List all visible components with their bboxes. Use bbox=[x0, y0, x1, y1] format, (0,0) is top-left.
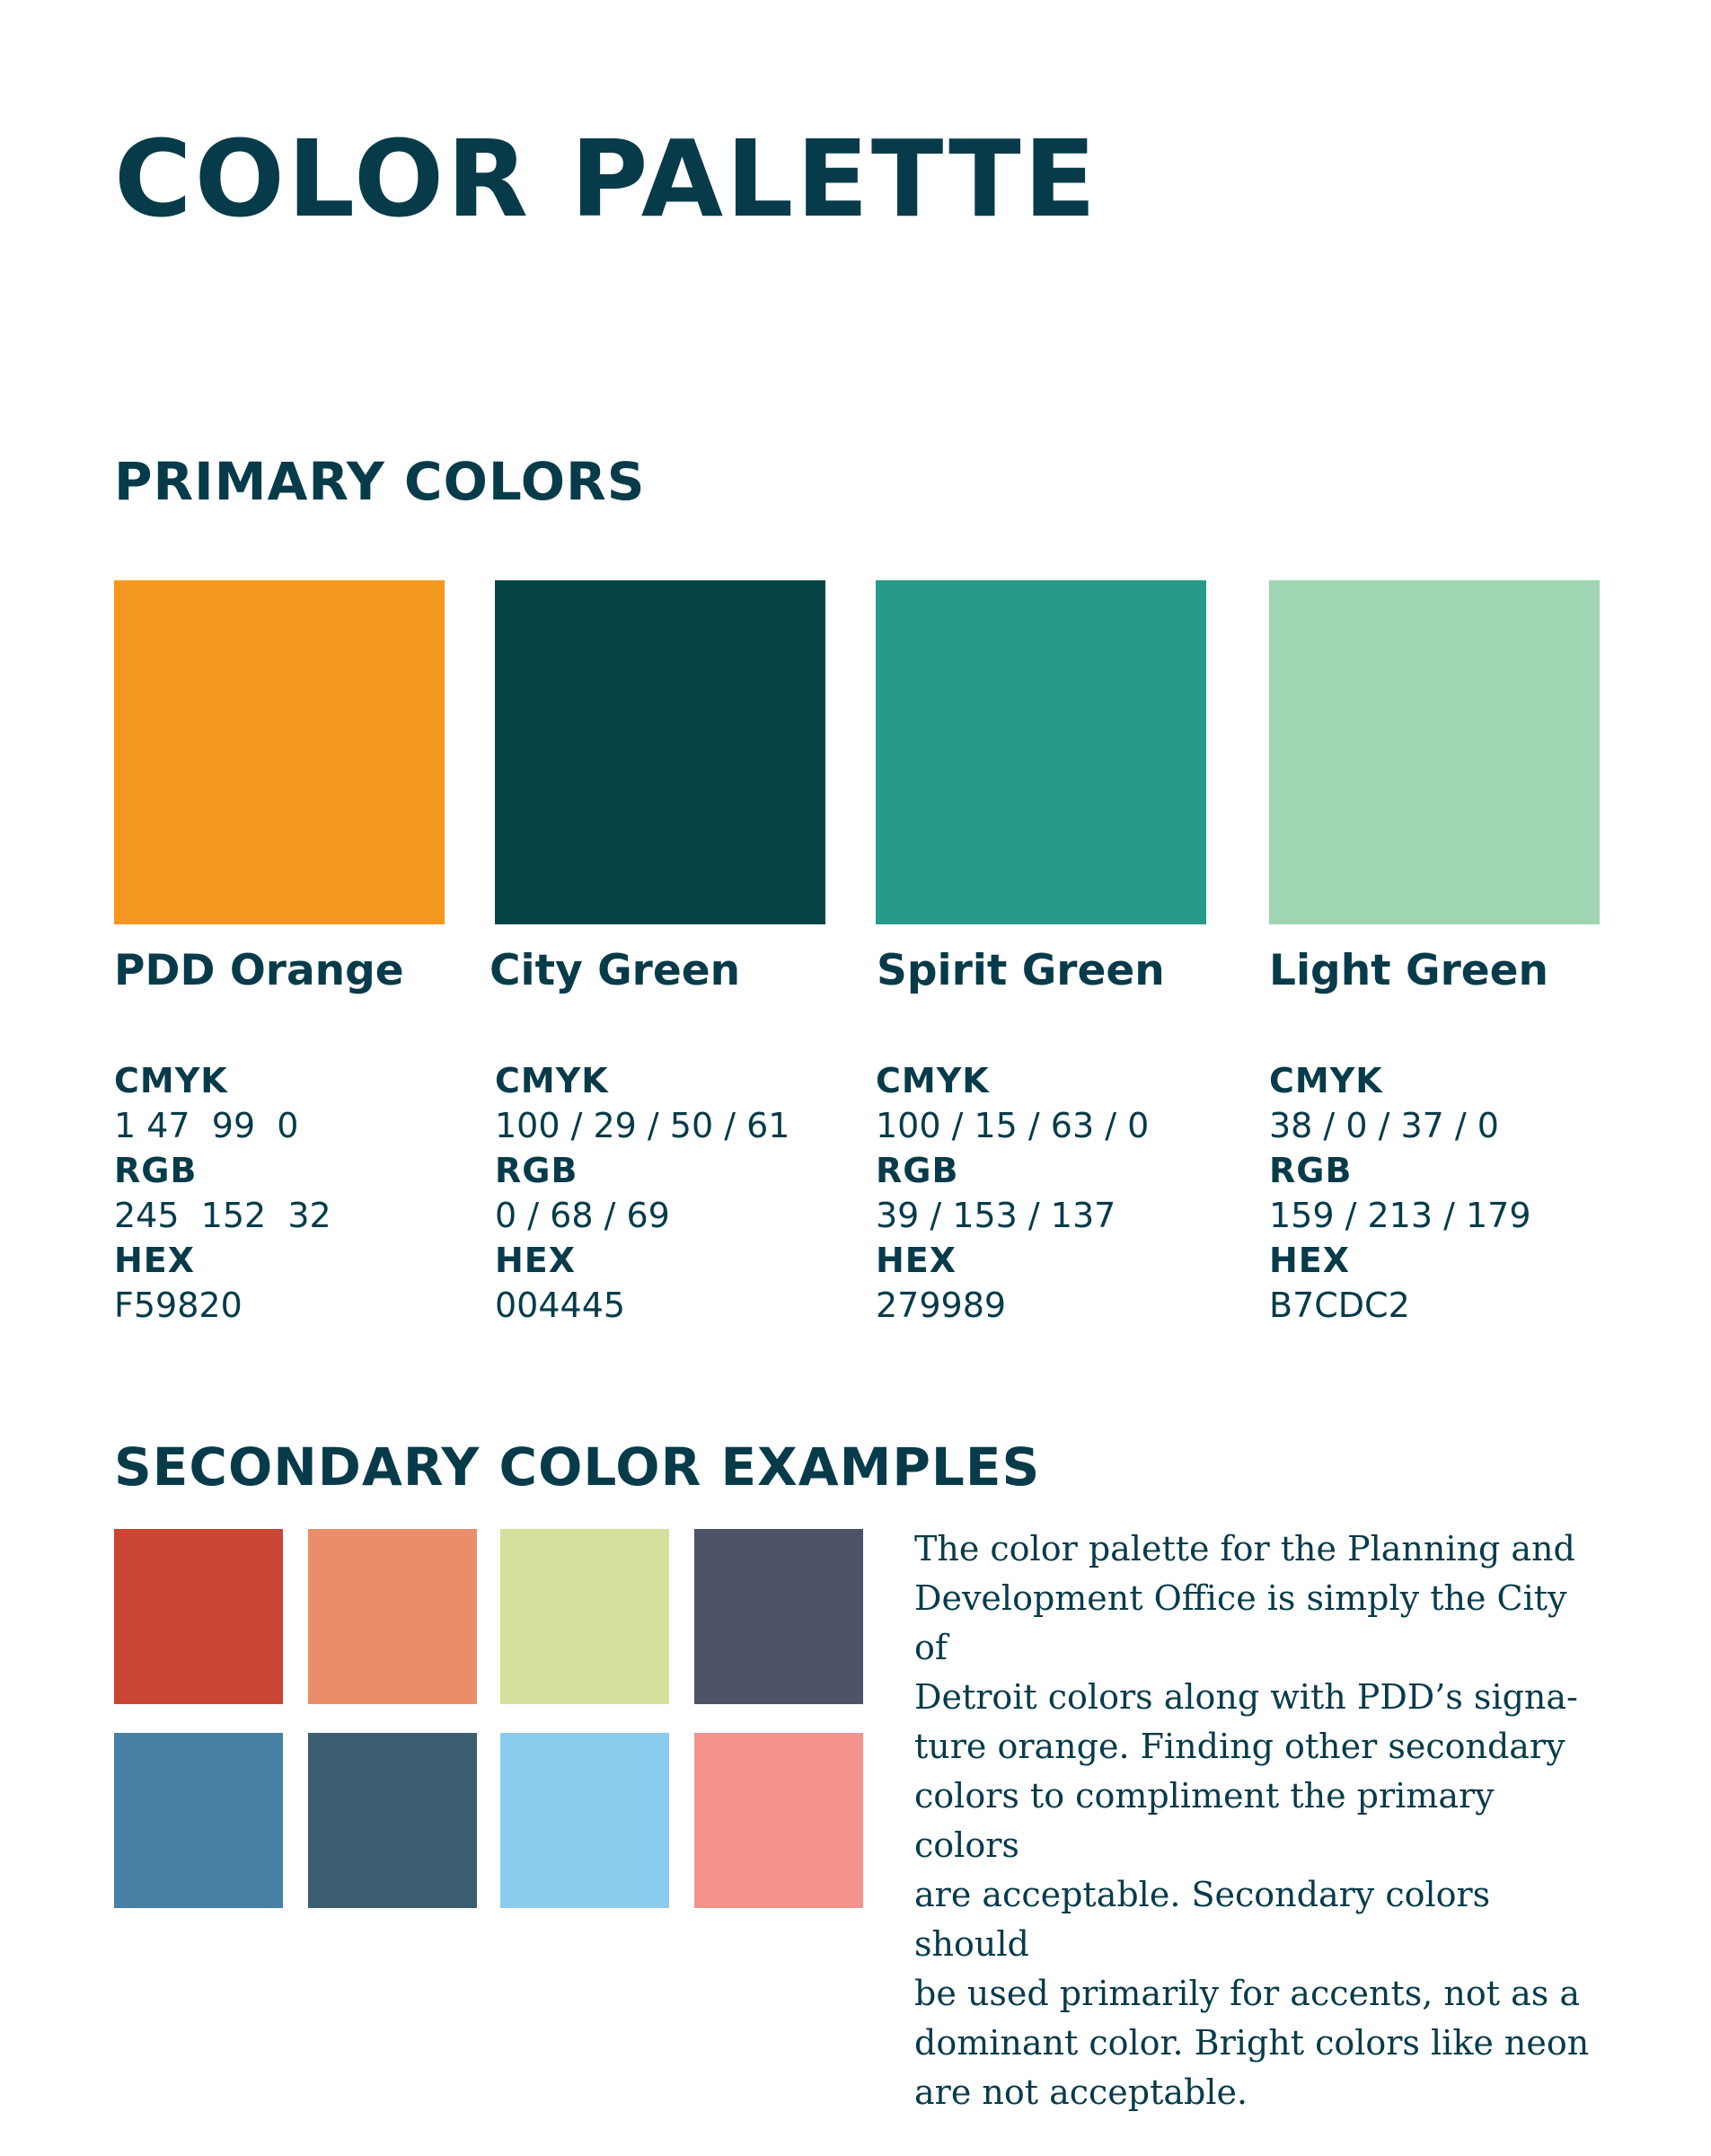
rgb-label: RGB bbox=[876, 1151, 959, 1190]
secondary-swatch bbox=[114, 1529, 283, 1704]
secondary-swatch bbox=[500, 1733, 669, 1908]
cmyk-value: 100 / 29 / 50 / 61 bbox=[495, 1106, 790, 1145]
swatch-light-green bbox=[1269, 580, 1600, 924]
page-title: COLOR PALETTE bbox=[114, 117, 1099, 241]
rgb-value: 245 152 32 bbox=[114, 1196, 331, 1235]
color-spec-pdd-orange bbox=[114, 1058, 473, 1328]
primary-colors-heading: PRIMARY COLORS bbox=[114, 451, 646, 512]
cmyk-label: CMYK bbox=[1269, 1061, 1383, 1100]
palette-description: The color palette for the Planning and Development Office is simply the City of Detroit colors along with PDD’s signa- ture orange. Finding other secondary colors to compliment the primary colors are acceptable. Secondary colors should be used primarily for accents, not as a dominant color. Bright colors like neon are not acceptable. bbox=[914, 1529, 1590, 2112]
rgb-label: RGB bbox=[1269, 1151, 1353, 1190]
color-name-pdd-orange: PDD Orange bbox=[114, 946, 404, 995]
swatch-city-green bbox=[495, 580, 825, 924]
hex-label: HEX bbox=[114, 1241, 196, 1280]
secondary-colors-heading: SECONDARY COLOR EXAMPLES bbox=[114, 1436, 1041, 1498]
hex-value: 279989 bbox=[876, 1286, 1007, 1325]
swatch-spirit-green bbox=[876, 580, 1206, 924]
secondary-swatch bbox=[694, 1529, 863, 1704]
secondary-swatch bbox=[500, 1529, 669, 1704]
cmyk-label: CMYK bbox=[495, 1061, 609, 1100]
rgb-label: RGB bbox=[114, 1151, 198, 1190]
secondary-swatch bbox=[308, 1529, 477, 1704]
hex-value: B7CDC2 bbox=[1269, 1286, 1410, 1325]
hex-label: HEX bbox=[1269, 1241, 1351, 1280]
rgb-value: 0 / 68 / 69 bbox=[495, 1196, 670, 1235]
color-name-light-green: Light Green bbox=[1269, 946, 1548, 995]
hex-label: HEX bbox=[495, 1241, 577, 1280]
hex-label: HEX bbox=[876, 1241, 957, 1280]
swatch-pdd-orange bbox=[114, 580, 445, 924]
cmyk-value: 38 / 0 / 37 / 0 bbox=[1269, 1106, 1499, 1145]
color-name-city-green: City Green bbox=[489, 946, 741, 995]
color-spec-light-green bbox=[1269, 1058, 1628, 1328]
rgb-value: 39 / 153 / 137 bbox=[876, 1196, 1116, 1235]
rgb-value: 159 / 213 / 179 bbox=[1269, 1196, 1531, 1235]
cmyk-value: 100 / 15 / 63 / 0 bbox=[876, 1106, 1150, 1145]
color-name-spirit-green: Spirit Green bbox=[877, 946, 1165, 995]
hex-value: 004445 bbox=[495, 1286, 626, 1325]
cmyk-value: 1 47 99 0 bbox=[114, 1106, 299, 1145]
color-spec-city-green bbox=[495, 1058, 854, 1328]
secondary-swatch bbox=[308, 1733, 477, 1908]
color-spec-spirit-green bbox=[876, 1058, 1235, 1328]
cmyk-label: CMYK bbox=[876, 1061, 990, 1100]
hex-value: F59820 bbox=[114, 1286, 243, 1325]
cmyk-label: CMYK bbox=[114, 1061, 228, 1100]
secondary-swatch bbox=[694, 1733, 863, 1908]
secondary-swatch bbox=[114, 1733, 283, 1908]
rgb-label: RGB bbox=[495, 1151, 578, 1190]
